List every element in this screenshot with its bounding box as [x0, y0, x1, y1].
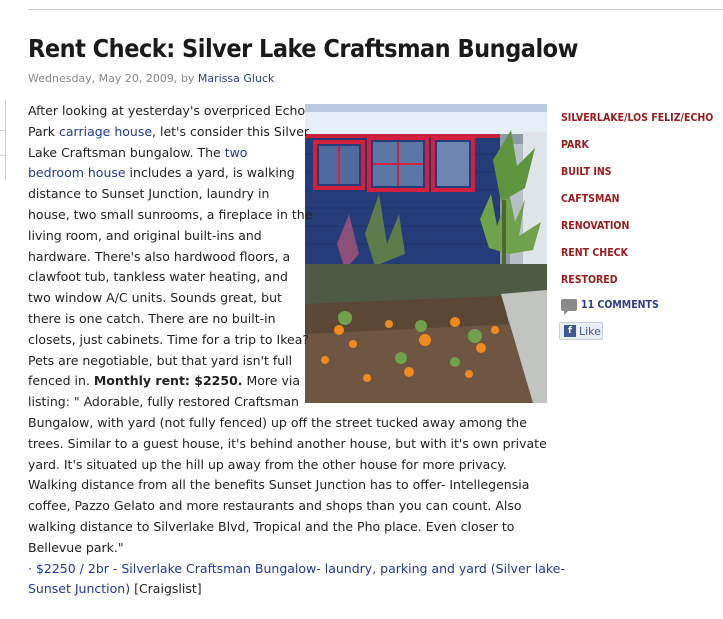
article-line: there is one catch. There are no built-in: [28, 310, 276, 326]
article-line: Bellevue park.": [28, 539, 124, 555]
tag-silverlake-los-feliz-echo-park[interactable]: SILVERLAKE/LOS FELIZ/ECHO: [561, 112, 714, 124]
article-line: coffee, Pazzo Gelato and more restaurants and shops than you can count. Also: [28, 498, 522, 514]
left-edge-tick: [0, 155, 5, 156]
tag-built-ins[interactable]: BUILT INS: [561, 166, 612, 178]
listing-source-link[interactable]: · $2250 / 2br - Silverlake Craftsman Bungalow- laundry, parking and yard (Silver lake-: [28, 560, 565, 576]
text-run: More via: [242, 373, 300, 389]
article-line: house, two small sunrooms, a fireplace in the: [28, 206, 313, 222]
article-line: distance to Sunset Junction, laundry in: [28, 186, 270, 202]
text-run: Lake Craftsman bungalow. The: [28, 144, 225, 160]
byline: [28, 72, 274, 85]
tag-park[interactable]: PARK: [561, 139, 589, 151]
comment-bubble-icon: [561, 299, 577, 311]
article-line: yard. It's situated up the hill up away from the other house for more privacy.: [28, 456, 507, 472]
left-edge-frame: [0, 100, 6, 180]
article-line: [28, 579, 565, 600]
article-line: trees. Similar to a guest house, it's behind another house, but with it's own private: [28, 435, 547, 451]
tag-list: [561, 110, 713, 299]
article-line: Pets are negotiable, but that yard isn't full: [28, 352, 293, 368]
article-line: After looking at yesterday's overpriced Echo: [28, 103, 306, 118]
article-line: [28, 122, 565, 143]
article-line: [28, 163, 565, 184]
author-link[interactable]: Marissa Gluck: [197, 72, 275, 85]
text-run: includes a yard, is walking: [125, 165, 295, 181]
article-line: hardware. There's also hardwood floors, a: [28, 248, 291, 264]
comments-link[interactable]: [561, 299, 659, 311]
comments-count[interactable]: 11 COMMENTS: [581, 299, 659, 311]
facebook-icon: f: [564, 325, 576, 337]
text-run: , let's consider this Silver: [152, 123, 310, 139]
tag-rent-check[interactable]: RENT CHECK: [561, 247, 628, 259]
article-line: Walking distance from all the benefits Sunset Junction has to offer- Intellegensia: [28, 477, 530, 493]
two-bedroom-house-link[interactable]: two: [224, 144, 248, 160]
post-title[interactable]: Rent Check: Silver Lake Craftsman Bungalow: [28, 34, 578, 63]
article-line: closets, just cabinets. Time for a trip to Ikea?: [28, 331, 310, 347]
tag-restored[interactable]: RESTORED: [561, 274, 618, 286]
article-body: [28, 101, 565, 600]
monthly-rent: Monthly rent: $2250.: [93, 373, 243, 389]
tag-caftsman[interactable]: CAFTSMAN: [561, 193, 620, 205]
article-line: Bungalow, with yard (not fully fenced) up off the street tucked away among the: [28, 414, 527, 430]
tag-renovation[interactable]: RENOVATION: [561, 220, 630, 232]
article-line: walking distance to Silverlake Blvd, Tropical and the Pho place. Even closer to: [28, 518, 515, 534]
article-line: living room, and original built-ins and: [28, 227, 262, 243]
article-line: [28, 371, 565, 392]
article-line: listing: " Adorable, fully restored Craftsman: [28, 394, 299, 410]
left-edge-tick: [0, 130, 5, 131]
carriage-house-link[interactable]: carriage house: [59, 123, 153, 139]
like-label: Like: [579, 324, 601, 338]
two-bedroom-house-link[interactable]: bedroom house: [28, 165, 126, 181]
article-line: clawfoot tub, tankless water heating, and: [28, 269, 288, 285]
article-line: [28, 143, 565, 164]
post-date: Wednesday, May 20, 2009, by: [28, 72, 198, 85]
listing-source-link[interactable]: Sunset Junction): [28, 581, 131, 597]
facebook-like-button[interactable]: [559, 322, 603, 340]
text-run: fenced in.: [28, 373, 94, 389]
top-divider: [28, 9, 723, 10]
craigslist-label: [Craigslist]: [130, 581, 202, 597]
article-line: two window A/C units. Sounds great, but: [28, 290, 282, 306]
text-run: Park: [28, 123, 59, 139]
